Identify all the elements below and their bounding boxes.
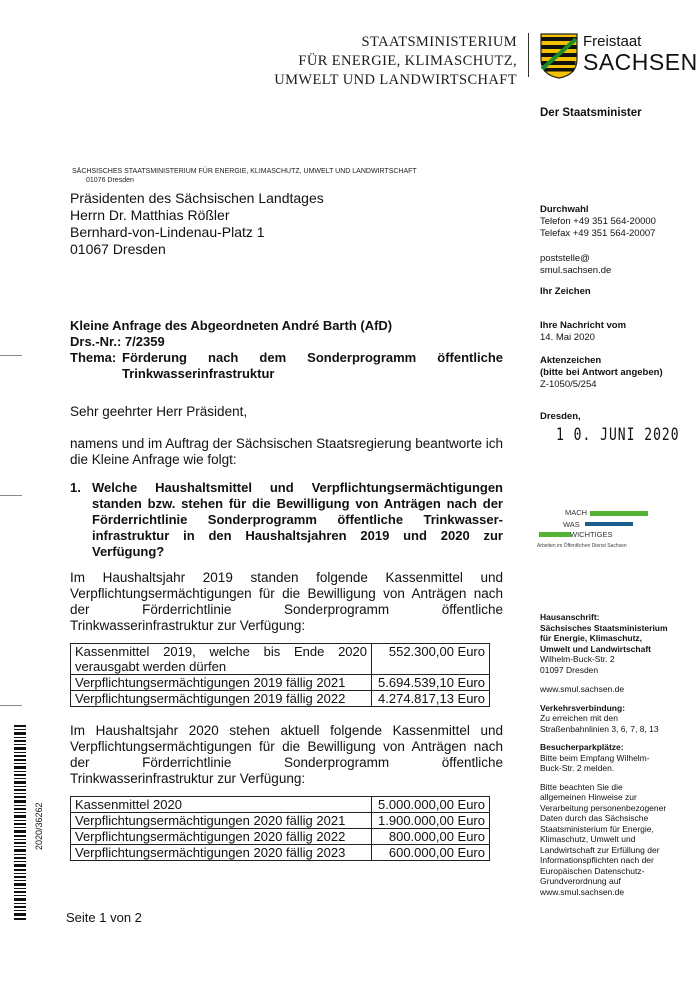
thema-row xyxy=(70,350,503,366)
recipient-line1: Präsidenten des Sächsischen Landtages xyxy=(70,190,324,206)
question-text: Welche Haushaltsmittel und Verpflichtungsermächtigungen standen bzw. stehen für die Bewilligung von Anträgen nach der Förderrichtlinie Sonderprogramm öffentliche Trinkwasser-infrastruktur in den Haushaltsjahren 2019 und 2020 zur Verfügung? xyxy=(92,480,503,559)
parking-label: Besucherparkplätze: xyxy=(540,742,624,752)
salutation: Sehr geehrter Herr Präsident, xyxy=(70,404,248,419)
table-row xyxy=(71,813,490,829)
aktenzeichen-label: Aktenzeichen xyxy=(540,355,602,366)
fold-mark xyxy=(0,705,22,706)
subject-title: Kleine Anfrage des Abgeordneten André Barth (AfD) xyxy=(70,318,393,333)
logo-tagline: Arbeiten im Öffentlichen Dienst Sachsen xyxy=(537,543,627,549)
table-row xyxy=(71,845,490,861)
email-line1: poststelle@ xyxy=(540,253,590,264)
question-1 xyxy=(70,480,503,560)
table-row xyxy=(71,797,490,813)
privacy-line: Informationspflichten nach der xyxy=(540,855,654,865)
intro-paragraph: namens und im Auftrag der Sächsischen Staatsregierung beantworte ich die Kleine Anfrage wie folgt: xyxy=(70,436,504,467)
table-cell-label: Kassenmittel 2019, welche bis Ende 2020 verausgabt werden dürfen xyxy=(71,644,372,675)
sachsen-label: SACHSEN xyxy=(583,49,698,75)
verkehr-line2: Straßenbahnlinien 3, 6, 7, 8, 13 xyxy=(540,723,659,734)
verkehr-label: Verkehrsverbindung: xyxy=(540,702,626,713)
table-cell-amount: 552.300,00 Euro xyxy=(372,644,490,675)
privacy-line: Staatsministerium für Energie, xyxy=(540,823,654,834)
minister-title: Der Staatsminister xyxy=(540,107,642,119)
privacy-line: Landwirtschaft zur Erfüllung der xyxy=(540,844,660,855)
ministry-name-line2: FÜR ENERGIE, KLIMASCHUTZ, xyxy=(298,53,517,69)
page-number: Seite 1 von 2 xyxy=(66,910,142,925)
table-cell-amount: 1.900.000,00 Euro xyxy=(372,813,490,829)
drs-value: 7/2359 xyxy=(124,334,165,349)
table-cell-amount: 4.274.817,13 Euro xyxy=(372,691,490,707)
telefax: Telefax +49 351 564-20007 xyxy=(540,228,656,239)
table-cell-amount: 800.000,00 Euro xyxy=(372,829,490,845)
logo-was: WAS xyxy=(563,520,580,529)
letterhead-divider xyxy=(528,33,529,77)
drs-number xyxy=(70,334,503,350)
fold-mark xyxy=(0,495,22,496)
dresden-label: Dresden, xyxy=(540,411,581,422)
table-cell-label: Verpflichtungsermächtigungen 2020 fällig 2022 xyxy=(71,829,372,845)
website: www.smul.sachsen.de xyxy=(540,684,625,694)
table-cell-amount: 5.694.539,10 Euro xyxy=(372,675,490,691)
privacy-line: Europäischen Datenschutz- xyxy=(540,865,645,876)
ihre-nachricht-date: 14. Mai 2020 xyxy=(540,332,595,343)
hausanschrift-line1: Sächsisches Staatsministerium xyxy=(540,622,668,633)
ministry-name xyxy=(274,33,517,90)
table-cell-label: Kassenmittel 2020 xyxy=(71,797,372,813)
ihre-nachricht-label: Ihre Nachricht vom xyxy=(540,320,627,331)
privacy-line: allgemeinen Hinweise zur xyxy=(540,792,637,802)
sender-line-zip: 01076 Dresden xyxy=(86,177,134,184)
privacy-line: Klimaschutz, Umwelt und xyxy=(540,834,636,844)
drs-label: Drs.-Nr.: xyxy=(70,334,122,349)
hausanschrift-line3: Umwelt und Landwirtschaft xyxy=(540,643,651,654)
logo-wichtiges: WICHTIGES xyxy=(570,530,613,539)
table-row xyxy=(71,829,490,845)
thema-line2: Trinkwasserinfrastruktur xyxy=(122,366,275,381)
paragraph-2020: Im Haushaltsjahr 2020 stehen aktuell folgende Kassenmittel und Verpflichtungsermächtigungen für die Bewilligung von Anträgen nach der Förderrichtlinie Sonderprogramm öffentliche Trinkwasserinfrastruktur zur Verfügung: xyxy=(70,723,503,786)
subject-block xyxy=(70,318,503,382)
privacy-line: www.smul.sachsen.de xyxy=(540,886,625,897)
thema-label: Thema: xyxy=(70,350,117,365)
hausanschrift-city: 01097 Dresden xyxy=(540,664,599,675)
aktenzeichen-block xyxy=(540,355,663,391)
privacy-line: Verarbeitung personenbezogener xyxy=(540,802,667,813)
ihre-nachricht-block xyxy=(540,320,626,344)
email-line2: smul.sachsen.de xyxy=(540,265,612,276)
ihr-zeichen-label: Ihr Zeichen xyxy=(540,286,591,297)
hausanschrift-block xyxy=(540,612,668,897)
table-row xyxy=(71,675,490,691)
barcode-number: 2020/36262 xyxy=(34,802,44,850)
hausanschrift-street: Wilhelm-Buck-Str. 2 xyxy=(540,654,615,664)
sender-line-name: SÄCHSISCHES STAATSMINISTERIUM FÜR ENERGIE, KLIMASCHUTZ, UMWELT UND LANDWIRTSCHAFT xyxy=(72,168,417,175)
privacy-line: Daten durch das Sächsische xyxy=(540,813,649,823)
privacy-line: Bitte beachten Sie die xyxy=(540,781,623,792)
table-cell-label: Verpflichtungsermächtigungen 2020 fällig 2021 xyxy=(71,813,372,829)
ministry-name-line1: STAATSMINISTERIUM xyxy=(361,34,517,50)
verkehr-line1: Zu erreichen mit den xyxy=(540,713,618,723)
aktenzeichen-note: (bitte bei Antwort angeben) xyxy=(540,367,663,378)
recipient-line4: 01067 Dresden xyxy=(70,241,166,257)
table-row xyxy=(71,644,490,675)
hausanschrift-line2: für Energie, Klimaschutz, xyxy=(540,633,643,643)
recipient-line3: Bernhard-von-Lindenau-Platz 1 xyxy=(70,224,265,240)
recipient-line2: Herrn Dr. Matthias Rößler xyxy=(70,207,230,223)
table-cell-label: Verpflichtungsermächtigungen 2020 fällig 2023 xyxy=(71,845,372,861)
fold-mark xyxy=(0,355,22,356)
question-number: 1. xyxy=(70,480,81,495)
logo-mach: MACH xyxy=(565,508,588,517)
sender-line xyxy=(72,167,417,185)
aktenzeichen-value: Z-1050/5/254 xyxy=(540,379,597,390)
saxony-coat-of-arms-icon xyxy=(540,33,578,79)
table-2019 xyxy=(70,643,490,707)
telefon: Telefon +49 351 564-20000 xyxy=(540,216,656,227)
table-cell-label: Verpflichtungsermächtigungen 2019 fällig 2022 xyxy=(71,691,372,707)
contact-block xyxy=(540,204,656,277)
paragraph-2019: Im Haushaltsjahr 2019 standen folgende Kassenmittel und Verpflichtungsermächtigungen für die Bewilligung von Anträgen nach der Förderrichtlinie Sonderprogramm öffentliche Trinkwasserinfrastruktur zur Verfügung: xyxy=(70,570,503,633)
table-row xyxy=(71,691,490,707)
table-cell-amount: 600.000,00 Euro xyxy=(372,845,490,861)
freistaat-label: Freistaat xyxy=(583,33,642,50)
privacy-line: Grundverordnung auf xyxy=(540,876,621,886)
parking-line2: Buck-Str. 2 melden. xyxy=(540,763,615,773)
durchwahl-label: Durchwahl xyxy=(540,204,589,215)
table-cell-label: Verpflichtungsermächtigungen 2019 fällig 2021 xyxy=(71,675,372,691)
barcode-icon xyxy=(14,725,32,920)
recipient-address xyxy=(70,190,324,258)
table-2020 xyxy=(70,796,490,861)
thema-line1: Förderung nach dem Sonderprogramm öffentliche xyxy=(122,350,503,365)
table-cell-amount: 5.000.000,00 Euro xyxy=(372,797,490,813)
ministry-name-line3: UMWELT UND LANDWIRTSCHAFT xyxy=(274,72,517,88)
freistaat-sachsen-wordmark xyxy=(583,34,698,74)
parking-line1: Bitte beim Empfang Wilhelm- xyxy=(540,752,650,763)
privacy-notice xyxy=(540,782,668,898)
date-stamp: 1 0. JUNI 2020 xyxy=(556,425,680,446)
hausanschrift-label: Hausanschrift: xyxy=(540,612,600,622)
